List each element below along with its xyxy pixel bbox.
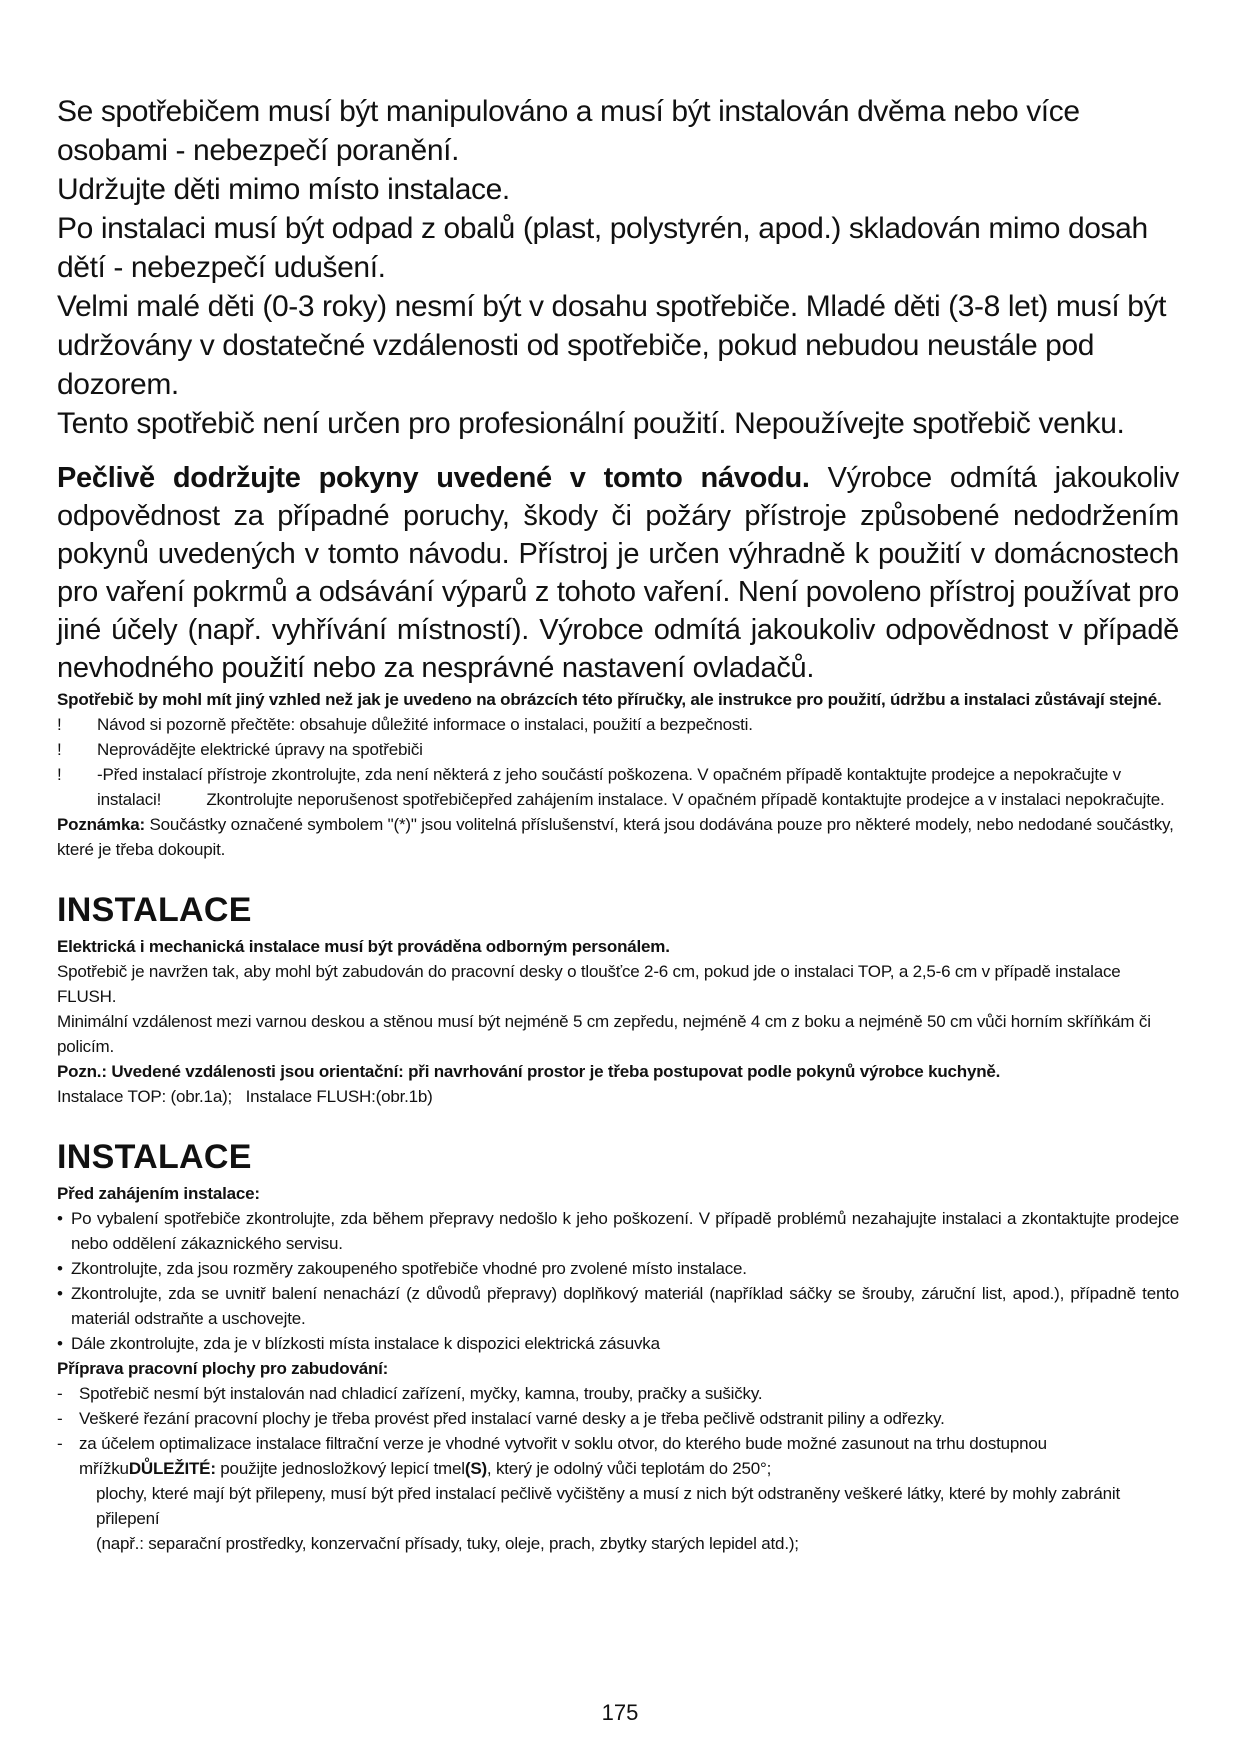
list-item: [57, 1331, 1179, 1356]
intro-line-small-children: Velmi malé děti (0-3 roky) nesmí být v dosahu spotřebiče. Mladé děti (3-8 let) musí být udržovány v dostatečné vzdálenosti od spotřebiče, pokud nebudou neustále pod dozorem.: [57, 290, 1167, 401]
installation-section-1: [57, 934, 1179, 1109]
warning-text: Neprovádějte elektrické úpravy na spotřebiči: [97, 740, 423, 759]
list-item: [57, 1206, 1179, 1256]
intro-line-children: Udržujte děti mimo místo instalace.: [57, 173, 510, 206]
bullet-icon: •: [57, 1259, 63, 1278]
safety-intro: [57, 92, 1179, 443]
list-item: [57, 1281, 1179, 1331]
warning-item: [57, 762, 1179, 812]
exclamation-icon: !: [57, 715, 62, 734]
pozn-label: Pozn.:: [57, 1062, 107, 1081]
warning-text: -Před instalací přístroje zkontrolujte, zda není některá z jeho součástí poškozena. V opačném případě kontaktujte prodejce a nepokračujte v instalaci! Zkontrolujte neporušenost spotřebičepřed zahájením instalace. V opačném případě kontaktujte prodejce a v instalaci nepokračujte.: [97, 765, 1165, 809]
list-item: [57, 1381, 1179, 1406]
list-item-text: Dále zkontrolujte, zda je v blízkosti místa instalace k dispozici elektrická zásuvka: [71, 1334, 660, 1353]
warning-text: Návod si pozorně přečtěte: obsahuje důležité informace o instalaci, použití a bezpečnosti.: [97, 715, 753, 734]
installation-requirement: Elektrická i mechanická instalace musí být prováděna odborným personálem.: [57, 937, 670, 956]
surfaces-cleaning-text: plochy, které mají být přilepeny, musí být před instalací pečlivě vyčištěny a musí z nich být odstraněny veškeré látky, které by mohly zabránit přilepení: [96, 1484, 1120, 1528]
contaminants-examples: (např.: separační prostředky, konzervační přísady, tuky, oleje, prach, zbytky starých lepidel atd.);: [96, 1534, 799, 1553]
installation-section-2: [57, 1181, 1179, 1556]
exclamation-icon: !: [57, 765, 62, 784]
note-paragraph: [57, 812, 1179, 862]
sealant-temp-text: , který je odolný vůči teplotám do 250°;: [486, 1459, 772, 1478]
list-item-text: Veškeré řezání pracovní plochy je třeba provést před instalací varné desky a je třeba pečlivě odstranit piliny a odřezky.: [79, 1409, 945, 1428]
list-item: [57, 1431, 1179, 1481]
document-page: [57, 92, 1179, 1556]
section-title-installation-2: INSTALACE: [57, 1138, 252, 1176]
lead-bold: Pečlivě dodržujte pokyny uvedené v tomto návodu.: [57, 462, 810, 494]
list-item-text: [79, 1431, 1179, 1481]
installation-distances: Minimální vzdálenost mezi varnou deskou a stěnou musí být nejméně 5 cm zepředu, nejméně 4 cm z boku a nejméně 50 cm vůči horním skříňkám či policím.: [57, 1012, 1151, 1056]
sealant-symbol: (S): [464, 1459, 487, 1478]
list-item: [57, 1256, 1179, 1281]
page-number: 175: [601, 1700, 639, 1725]
notes-block: [57, 687, 1179, 862]
bullet-icon: •: [57, 1284, 63, 1303]
installation-figure-refs: Instalace TOP: (obr.1a); Instalace FLUSH:(obr.1b): [57, 1087, 433, 1106]
note-label: Poznámka:: [57, 815, 145, 834]
list-item-text: Spotřebič nesmí být instalován nad chladicí zařízení, myčky, kamna, trouby, pračky a sušičky.: [79, 1384, 763, 1403]
bullet-icon: •: [57, 1334, 63, 1353]
lead-paragraph: [57, 459, 1179, 687]
list-item-text: Zkontrolujte, zda jsou rozměry zakoupeného spotřebiče vhodné pro zvolené místo instalace.: [71, 1259, 747, 1278]
intro-line-professional-use: Tento spotřebič není určen pro profesionální použití. Nepoužívejte spotřebič venku.: [57, 407, 1125, 440]
intro-line-handling: Se spotřebičem musí být manipulováno a musí být instalován dvěma nebo více osobami - nebezpečí poranění.: [57, 95, 1080, 167]
intro-line-packaging: Po instalaci musí být odpad z obalů (plast, polystyrén, apod.) skladován mimo dosah dětí - nebezpečí udušení.: [57, 212, 1148, 284]
preparation-label: Příprava pracovní plochy pro zabudování:: [57, 1359, 389, 1378]
important-label: DŮLEŽITÉ:: [128, 1459, 216, 1478]
list-item-text: Po vybalení spotřebiče zkontrolujte, zda během přepravy nedošlo k jeho poškození. V případě problémů nezahajujte instalaci a zkontaktujte prodejce nebo oddělení zákaznického servisu.: [71, 1209, 1179, 1253]
pozn-text: Uvedené vzdálenosti jsou orientační: při navrhování prostor je třeba postupovat podle pokynů výrobce kuchyně.: [106, 1062, 1001, 1081]
before-installation-label: Před zahájením instalace:: [57, 1184, 260, 1203]
dash-icon: -: [57, 1434, 63, 1453]
appearance-note: Spotřebič by mohl mít jiný vzhled než jak je uvedeno na obrázcích této příručky, ale instrukce pro použití, údržbu a instalaci zůstávají stejné.: [57, 690, 1162, 709]
warning-item: [57, 712, 1179, 737]
dash-icon: -: [57, 1409, 63, 1428]
dash-icon: -: [57, 1384, 63, 1403]
installation-thickness: Spotřebič je navržen tak, aby mohl být zabudován do pracovní desky o tloušťce 2-6 cm, pokud jde o instalaci TOP, a 2,5-6 cm v případě instalace FLUSH.: [57, 962, 1121, 1006]
bullet-icon: •: [57, 1209, 63, 1228]
list-item-text: Zkontrolujte, zda se uvnitř balení nenachází (z důvodů přepravy) doplňkový materiál (například sáčky se šrouby, záruční list, apod.), případně tento materiál odstraňte a uschovejte.: [71, 1284, 1179, 1328]
sealant-text: použijte jednosložkový lepicí tmel: [215, 1459, 465, 1478]
note-text: Součástky označené symbolem "(*)" jsou volitelná příslušenství, která jsou dodávána pouze pro některé modely, nebo nedodané součástky, které je třeba dokoupit.: [57, 815, 1174, 859]
list-item: [57, 1406, 1179, 1431]
filter-vent-text: za účelem optimalizace instalace filtrační verze je vhodné vytvořit v soklu otvor, do kterého bude možné zasunout na trhu dostupnou mřížku: [79, 1434, 1047, 1478]
exclamation-icon: !: [57, 740, 62, 759]
section-title-installation: INSTALACE: [57, 891, 252, 929]
installation-pozn: [57, 1059, 1179, 1084]
warning-item: [57, 737, 1179, 762]
lead-text: Výrobce odmítá jakoukoliv odpovědnost za případné poruchy, škody či požáry přístroje způsobené nedodržením pokynů uvedených v tomto návodu. Přístroj je určen výhradně k použití v domácnostech pro vaření pokrmů a odsávání výparů z tohoto vaření. Není povoleno přístroj používat pro jiné účely (např. vyhřívání místností). Výrobce odmítá jakoukoliv odpovědnost v případě nevhodného použití nebo za nesprávné nastavení ovladačů.: [57, 462, 1179, 684]
